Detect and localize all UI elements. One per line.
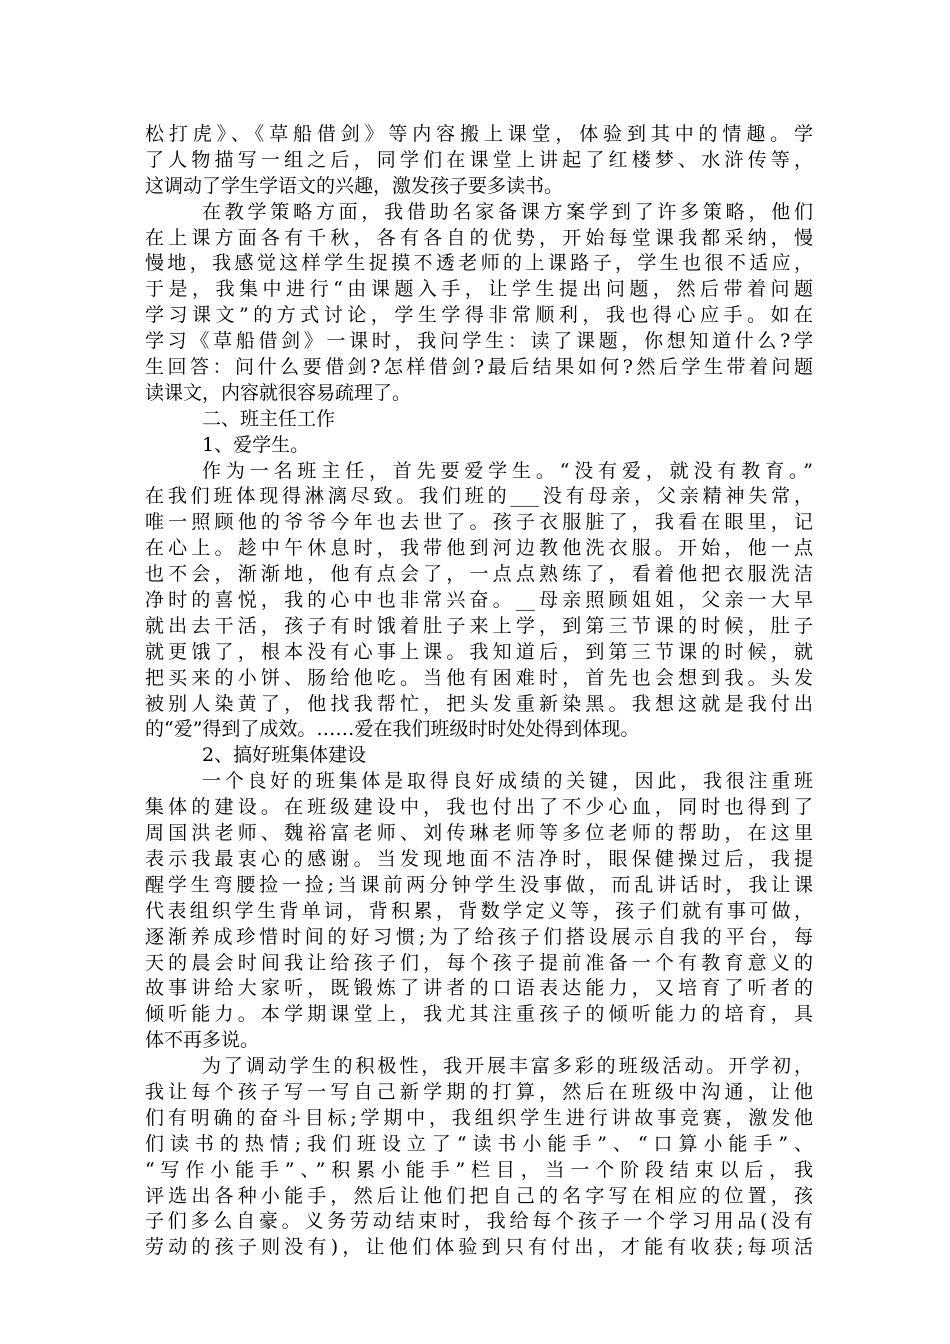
text-line: 被别人染黄了，他找我帮忙，把头发重新染黑。我想这就是我付出: [145, 692, 813, 715]
text-line: 1、爱学生。: [202, 433, 310, 456]
text-line: 体不再多说。: [145, 1029, 260, 1052]
paragraph-class-collective: [145, 769, 813, 1054]
text-line: “写作小能手”、”积累小能手”栏目，当一个阶段结束以后，我: [145, 1158, 813, 1181]
text-line: 就出去干活，孩子有时饿着肚子来上学，到第三节课的时候，肚子: [145, 614, 813, 637]
text-line: 代表组织学生背单词，背积累，背数学定义等，孩子们就有事可做，: [145, 899, 813, 922]
text-line: 二、班主任工作: [202, 407, 336, 430]
paragraph-continuation: [145, 122, 813, 200]
text-line: 表示我最衷心的感谢。当发现地面不洁净时，眼保健操过后，我提: [145, 847, 813, 870]
text-line: 慢地，我感觉这样学生捉摸不透老师的上课路子，学生也很不适应，: [145, 252, 813, 275]
text-line: 作为一名班主任，首先要爱学生。“没有爱，就没有教育。”: [202, 459, 813, 482]
text-line: 在教学策略方面，我借助名家备课方案学到了许多策略，他们: [202, 200, 813, 223]
heading-class-collective: [145, 743, 813, 769]
text-line: 逐渐养成珍惜时间的好习惯;为了给孩子们搭设展示自我的平台，每: [145, 925, 813, 948]
paragraph-teaching-strategy: [145, 200, 813, 407]
document-body: [145, 122, 813, 1261]
text-line: 一个良好的班集体是取得良好成绩的关键，因此，我很注重班: [202, 770, 813, 793]
text-line: 把买来的小饼、肠给他吃。当他有困难时，首先也会想到我。头发: [145, 666, 813, 689]
text-line: 学习课文”的方式讨论，学生学得非常顺利，我也得心应手。如在: [145, 304, 813, 327]
text-line: 松打虎》、《草船借剑》等内容搬上课堂，体验到其中的情趣。学: [145, 123, 813, 145]
text-line: 学习《草船借剑》一课时，我问学生：读了课题，你想知道什么?学: [145, 330, 813, 353]
text-line: 们读书的热情;我们班设立了“读书小能手”、“口算小能手”、: [145, 1132, 813, 1155]
text-line: 这调动了学生学语文的兴趣，激发孩子要多读书。: [145, 174, 564, 197]
text-line: 唯一照顾他的爷爷今年也去世了。孩子衣服脏了，我看在眼里，记: [145, 511, 813, 534]
text-line: 读课文，内容就很容易疏理了。: [145, 381, 412, 404]
text-line: 在心上。趁中午休息时，我带他到河边教他洗衣服。开始，他一点: [145, 537, 813, 560]
text-line: 故事讲给大家听，既锻炼了讲者的口语表达能力，又培育了听者的: [145, 977, 813, 1000]
text-line: 评选出各种小能手，然后让他们把自己的名字写在相应的位置，孩: [145, 1184, 813, 1207]
text-line: 劳动的孩子则没有)，让他们体验到只有付出，才能有收获;每项活: [145, 1236, 813, 1259]
text-line: 在上课方面各有千秋，各有各自的优势，开始每堂课我都采纳，慢: [145, 226, 813, 249]
text-line: 们有明确的奋斗目标;学期中，我组织学生进行讲故事竞赛，激发他: [145, 1106, 813, 1129]
heading-class-teacher-work: [145, 407, 813, 433]
heading-love-students: [145, 433, 813, 459]
text-line: 净时的喜悦，我的心中也非常兴奋。__母亲照顾姐姐，父亲一大早: [145, 589, 813, 612]
text-line: 就更饿了，根本没有心事上课。我知道后，到第三节课的时候，就: [145, 640, 813, 663]
text-line: 于是，我集中进行“由课题入手，让学生提出问题，然后带着问题: [145, 278, 813, 301]
text-line: 天的晨会时间我让给孩子们，每个孩子提前准备一个有教育意义的: [145, 951, 813, 974]
paragraph-love-students: [145, 459, 813, 744]
text-line: 在我们班体现得淋漓尽致。我们班的___没有母亲，父亲精神失常，: [145, 485, 813, 508]
paragraph-class-activities: [145, 1054, 813, 1261]
text-line: 子们多么自豪。义务劳动结束时，我给每个孩子一个学习用品(没有: [145, 1210, 813, 1233]
text-line: 为了调动学生的积极性，我开展丰富多彩的班级活动。开学初，: [202, 1055, 813, 1078]
text-line: 周国洪老师、魏裕富老师、刘传琳老师等多位老师的帮助，在这里: [145, 822, 813, 845]
text-line: 的“爱”得到了成效。……爱在我们班级时时处处得到体现。: [145, 718, 640, 741]
text-line: 集体的建设。在班级建设中，我也付出了不少心血，同时也得到了: [145, 796, 813, 819]
text-line: 生回答：问什么要借剑?怎样借剑?最后结果如何?然后学生带着问题: [145, 356, 813, 379]
text-line: 也不会，渐渐地，他有点会了，一点点熟练了，看着他把衣服洗洁: [145, 563, 813, 586]
text-line: 醒学生弯腰捡一捡;当课前两分钟学生没事做，而乱讲话时，我让课: [145, 873, 813, 896]
text-line: 倾听能力。本学期课堂上，我尤其注重孩子的倾听能力的培育，具: [145, 1003, 813, 1026]
text-line: 我让每个孩子写一写自己新学期的打算，然后在班级中沟通，让他: [145, 1080, 813, 1103]
text-line: 了人物描写一组之后，同学们在课堂上讲起了红楼梦、水浒传等，: [145, 148, 813, 171]
text-line: 2、搞好班集体建设: [202, 744, 367, 767]
